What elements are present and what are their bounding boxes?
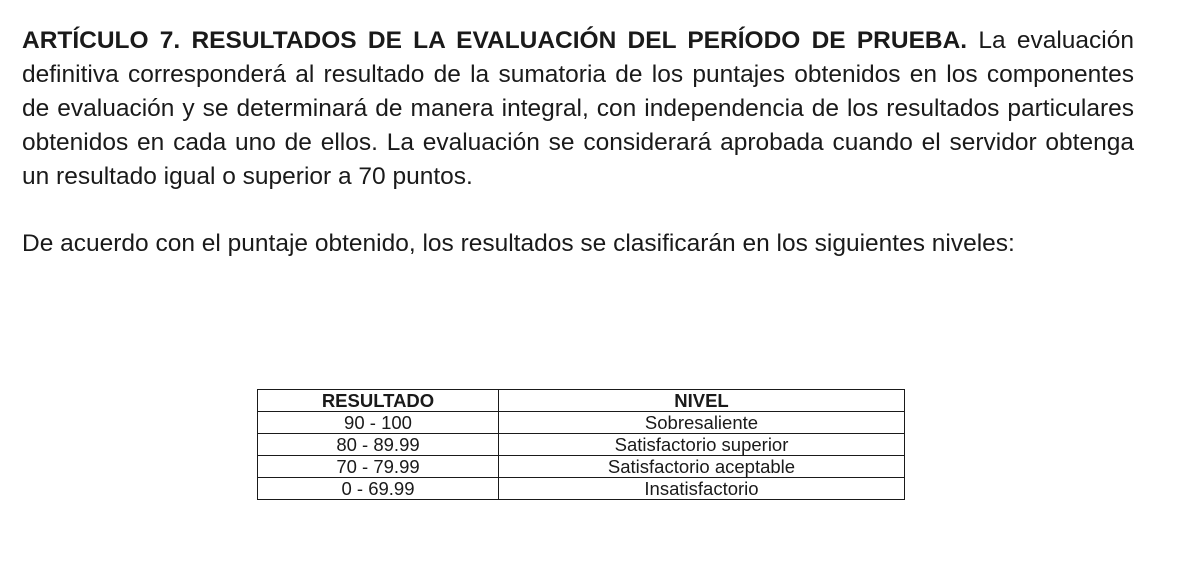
article-heading: ARTÍCULO 7. RESULTADOS DE LA EVALUACIÓN DEL PERÍODO DE PRUEBA. bbox=[22, 27, 968, 54]
results-table-container bbox=[257, 389, 905, 500]
result-range-cell: 0 - 69.99 bbox=[258, 478, 499, 500]
column-header-nivel: NIVEL bbox=[499, 390, 905, 412]
result-range-cell: 90 - 100 bbox=[258, 412, 499, 434]
article-paragraph-2: De acuerdo con el puntaje obtenido, los resultados se clasificarán en los siguientes niveles: bbox=[22, 230, 1015, 257]
article-paragraph-1-body: La evaluación definitiva corresponderá al resultado de la sumatoria de los puntajes obtenidos en los componentes de evaluación y se determinará de manera integral, con independencia de los resultados particulares obtenidos en cada uno de ellos. La evaluación se considerará aprobada cuando el servidor obtenga un resultado igual o superior a 70 puntos. bbox=[22, 27, 1134, 190]
level-cell: Satisfactorio aceptable bbox=[499, 456, 905, 478]
document-page bbox=[22, 24, 1134, 261]
table-row bbox=[258, 434, 905, 456]
table-header-row bbox=[258, 390, 905, 412]
table-row bbox=[258, 456, 905, 478]
level-cell: Sobresaliente bbox=[499, 412, 905, 434]
article-paragraph-1 bbox=[22, 24, 1134, 194]
table-row bbox=[258, 412, 905, 434]
column-header-resultado: RESULTADO bbox=[258, 390, 499, 412]
table-row bbox=[258, 478, 905, 500]
result-range-cell: 70 - 79.99 bbox=[258, 456, 499, 478]
result-range-cell: 80 - 89.99 bbox=[258, 434, 499, 456]
results-levels-table bbox=[257, 389, 905, 500]
level-cell: Insatisfactorio bbox=[499, 478, 905, 500]
level-cell: Satisfactorio superior bbox=[499, 434, 905, 456]
